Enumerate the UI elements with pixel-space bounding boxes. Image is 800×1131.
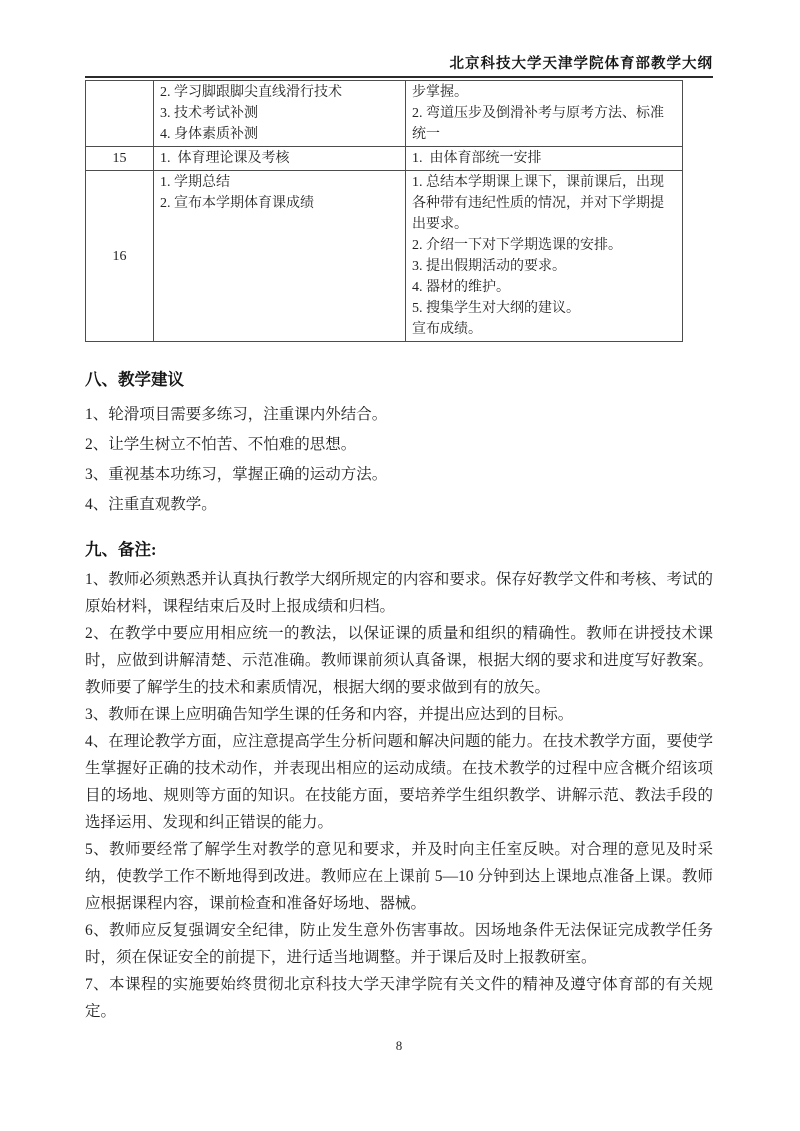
remark-item: 7、本课程的实施要始终贯彻北京科技大学天津学院有关文件的精神及遵守体育部的有关规定。 — [85, 976, 713, 1020]
remark-item: 3、教师在课上应明确告知学生课的任务和内容，并提出应达到的目标。 — [85, 706, 574, 723]
suggestion-item: 4、注重直观教学。 — [85, 496, 217, 513]
notes-line: 1. 总结本学期课上课下，课前课后，出现各种带有违纪性质的情况，并对下学期提出要求。 — [412, 175, 664, 232]
notes-line: 2. 弯道压步及倒滑补考与原考方法、标准统一 — [412, 106, 664, 142]
content-cell — [154, 147, 406, 171]
notes-cell — [406, 81, 683, 147]
remarks-list — [85, 566, 713, 1025]
content-cell — [154, 171, 406, 342]
notes-cell — [406, 147, 683, 171]
notes-line: 5. 搜集学生对大纲的建议。 — [412, 301, 580, 316]
teaching-suggestions-list — [85, 400, 713, 520]
schedule-table — [85, 80, 683, 342]
notes-line: 步掌握。 — [412, 85, 468, 100]
section-heading-teaching-suggestions: 八、教学建议 — [85, 370, 184, 389]
content-line: 4. 身体素质补测 — [160, 127, 258, 142]
content-line: 3. 技术考试补测 — [160, 106, 258, 121]
page-content — [85, 0, 713, 1025]
content-line: 2. 宣布本学期体育课成绩 — [160, 196, 314, 211]
document-header — [85, 0, 713, 78]
content-line: 1. 学期总结 — [160, 175, 230, 190]
notes-line: 2. 介绍一下对下学期选课的安排。 — [412, 238, 622, 253]
table-row-week16 — [86, 171, 683, 342]
content-line: 1. 体育理论课及考核 — [160, 151, 290, 166]
notes-line: 3. 提出假期活动的要求。 — [412, 259, 566, 274]
document-title: 北京科技大学天津学院体育部教学大纲 — [449, 56, 713, 72]
week-cell: 16 — [86, 171, 154, 342]
notes-cell — [406, 171, 683, 342]
week-cell — [86, 81, 154, 147]
notes-line: 宣布成绩。 — [412, 322, 482, 337]
remark-item: 2、在教学中要应用相应统一的教法，以保证课的质量和组织的精确性。教师在讲授技术课时，应做到讲解清楚、示范准确。教师课前须认真备课，根据大纲的要求和进度写好教案。教师要了解学生的技术和素质情况，根据大纲的要求做到有的放矢。 — [85, 625, 713, 696]
content-line: 2. 学习脚跟脚尖直线滑行技术 — [160, 85, 342, 100]
remark-item: 1、教师必须熟悉并认真执行教学大纲所规定的内容和要求。保存好教学文件和考核、考试的原始材料，课程结束后及时上报成绩和归档。 — [85, 571, 713, 615]
section-heading-remarks: 九、备注: — [85, 540, 157, 559]
table-row-week15 — [86, 147, 683, 171]
remark-item: 6、教师应反复强调安全纪律，防止发生意外伤害事故。因场地条件无法保证完成教学任务时，须在保证安全的前提下，进行适当地调整。并于课后及时上报教研室。 — [85, 922, 713, 966]
content-cell — [154, 81, 406, 147]
notes-line: 4. 器材的维护。 — [412, 280, 510, 295]
suggestion-item: 1、轮滑项目需要多练习，注重课内外结合。 — [85, 406, 388, 423]
suggestion-item: 3、重视基本功练习，掌握正确的运动方法。 — [85, 466, 388, 483]
week-cell: 15 — [86, 147, 154, 171]
table-row-continuation — [86, 81, 683, 147]
remark-item: 4、在理论教学方面，应注意提高学生分析问题和解决问题的能力。在技术教学方面，要使学生掌握好正确的技术动作，并表现出相应的运动成绩。在技术教学的过程中应含概介绍该项目的场地、规则等方面的知识。在技能方面，要培养学生组织教学、讲解示范、教法手段的选择运用、发现和纠正错误的能力。 — [85, 733, 713, 831]
page-number: 8 — [395, 1038, 403, 1053]
suggestion-item: 2、让学生树立不怕苦、不怕难的思想。 — [85, 436, 357, 453]
remark-item: 5、教师要经常了解学生对教学的意见和要求，并及时向主任室反映。对合理的意见及时采纳，使教学工作不断地得到改进。教师应在上课前 5—10 分钟到达上课地点准备上课。教师应根据课程内容，课前检查和准备好场地、器械。 — [85, 841, 713, 912]
notes-line: 1. 由体育部统一安排 — [412, 151, 542, 166]
